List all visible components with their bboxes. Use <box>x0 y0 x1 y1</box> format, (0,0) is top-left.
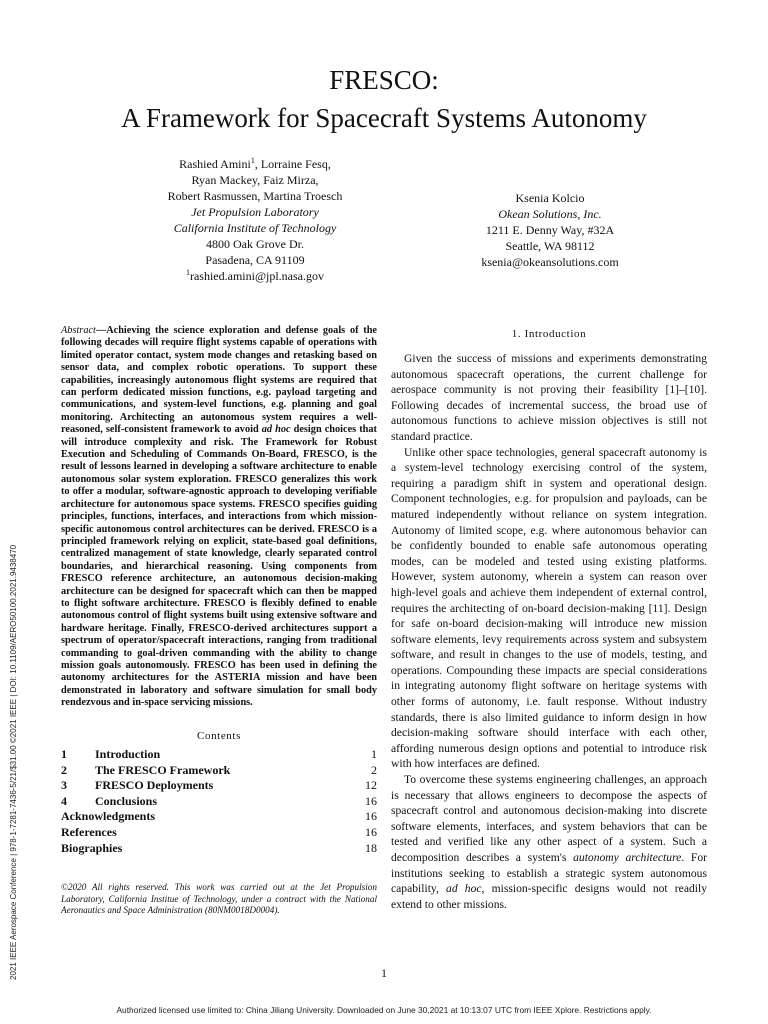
toc-page: 16 <box>365 793 377 808</box>
toc-number: 2 <box>61 762 67 777</box>
author-footnote-mark: 1 <box>250 156 255 165</box>
author-name: Rashied Amini <box>179 157 251 171</box>
toc-number: 3 <box>61 778 67 793</box>
paragraph <box>391 772 707 912</box>
abstract-lead: Abstract <box>61 325 96 336</box>
author-names-line2: Ryan Mackey, Faiz Mirza, <box>191 173 319 187</box>
toc-page: 18 <box>365 840 377 855</box>
paper-title-line2: A Framework for Spacecraft Systems Autonomy <box>121 103 647 133</box>
paragraph-text: , mission-specific designs would not readily extend to other missions. <box>391 882 707 911</box>
abstract <box>61 325 377 710</box>
toc-page: 1 <box>371 747 377 761</box>
emphasis-adhoc: ad hoc <box>446 882 482 896</box>
address-line1: 1211 E. Denny Way, #32A <box>485 223 615 237</box>
affiliation-line2: California Institute of Technology <box>173 221 337 235</box>
author-email: ksenia@okeansolutions.com <box>481 255 619 269</box>
author-email: rashied.amini@jpl.nasa.gov <box>189 269 325 283</box>
contents-heading: Contents <box>197 730 241 742</box>
author-names-rest: , Lorraine Fesq, <box>254 157 331 171</box>
toc-label: Conclusions <box>95 793 158 808</box>
toc-label: FRESCO Deployments <box>95 778 214 793</box>
affiliation-line1: Jet Propulsion Laboratory <box>191 205 319 219</box>
section-heading-introduction <box>391 328 707 340</box>
toc-page: 2 <box>371 762 377 777</box>
ieee-side-strip: 2021 IEEE Aerospace Conference | 978-1-7281-7436-5/21/$31.00 ©2021 IEEE | DOI: 10.1109/AERO50100.2021.9438470 <box>9 544 18 980</box>
author-block-jpl <box>130 156 380 284</box>
abstract-dash: — <box>95 325 107 336</box>
paragraph-text: . For institutions seeking to establish a strategic system autonomous capability, <box>391 851 707 896</box>
toc-label: Acknowledgments <box>61 809 156 824</box>
section-heading-text: 1. Introduction <box>511 328 587 340</box>
toc-page: 16 <box>365 809 377 824</box>
address-line2: Pasadena, CA 91109 <box>205 253 305 267</box>
toc-row <box>61 763 377 779</box>
license-notice: Authorized licensed use limited to: China Jiliang University. Downloaded on June 30,2021 at 10:13:07 UTC from IEEE Xplore. Restrictions apply. <box>116 1005 652 1015</box>
toc-label: References <box>61 824 117 839</box>
address-line1: 4800 Oak Grove Dr. <box>206 237 304 251</box>
toc-label: Biographies <box>61 840 123 855</box>
toc-row <box>61 825 377 841</box>
address-line2: Seattle, WA 98112 <box>505 239 595 253</box>
paper-title-line1: FRESCO: <box>329 65 439 95</box>
abstract-adhoc: ad hoc <box>261 424 291 436</box>
toc-row <box>61 778 377 794</box>
toc-number: 4 <box>61 793 67 808</box>
paragraph: Given the success of missions and experiments demonstrating autonomous spacecraft operations, the current challenge for aerospace community is not proving their feasibility [1]–[10]. Following decades of incremental success, the broad use of autonomous functions to achieve mission objectives is still not standard practice. <box>391 352 707 443</box>
table-of-contents <box>61 747 377 856</box>
affiliation-line: Okean Solutions, Inc. <box>498 207 602 221</box>
emphasis-autonomy-architecture: autonomy architecture <box>573 851 682 864</box>
toc-row <box>61 809 377 825</box>
email-footnote-mark: 1 <box>185 268 190 277</box>
toc-label: The FRESCO Framework <box>95 762 231 777</box>
abstract-text-a: Achieving the science exploration and defense goals of the following decades will require flight systems capable of operations with limited operator contact, system mode changes and retasking based on sensor data, and complex robotic operations. To support these capabilities, increasingly autonomous flight systems are required that can perform dedicated mission functions, e.g. payload targeting and communications, and system-level functions, e.g. planning and goal monitoring. Architecting an autonomous system requires a well-reasoned, self-consistent framework to avoid <box>61 325 377 436</box>
toc-page: 16 <box>365 824 377 839</box>
toc-page: 12 <box>365 778 377 793</box>
paragraph-text: To overcome these systems engineering challenges, an approach is necessary that allows engineers to decompose the aspects of spacecraft control and autonomous decision-making into discrete software elements, interfaces, and system behaviors that can be tested and verified like any other aspect of a system. Such a decomposition describes a system's <box>391 773 707 864</box>
toc-row <box>61 841 377 857</box>
page-number: 1 <box>381 966 387 980</box>
paragraph: Unlike other space technologies, general spacecraft autonomy is a system-level technology exercising control of the system, requiring a paradigm shift in system and operational design. Component technologies, e.g. for propulsion and payloads, can be matured independently without reliance on system integration. Autonomy of limited scope, e.g. where autonomous behavior can be confidently bounded to enable safe autonomous operating modes, can be modeled and tested using existing platforms. However, system autonomy, wherein a system can reason over high-level goals and achieve them independent of external control, requires the architecting of on-board decision-making [11]. Design for safe on-board decision-making will introduce new mission software elements, levy requirements across system and subsystem software, and result in changes to the use of models, testing, and operations. Compounding these impacts are special considerations in integrating autonomy flight software on heritage systems with other forms of autonomy, i.e. fault response. Without industry standards, there is also limited guidance to inform design in how decision-making software should interface with each other, affording numerous design options and potential to introduce risk with how interfaces are defined. <box>391 445 707 771</box>
toc-row <box>61 747 377 763</box>
copyright-footnote: ©2020 All rights reserved. This work was carried out at the Jet Propulsion Laboratory, California Institue of Technology, under a contract with the National Aeronautics and Space Administration (80NM0018D0004). <box>61 882 377 915</box>
introduction-body <box>391 351 707 912</box>
author-name: Ksenia Kolcio <box>515 191 585 205</box>
toc-row <box>61 794 377 810</box>
author-block-okean <box>425 190 675 270</box>
author-names-line3: Robert Rasmussen, Martina Troesch <box>167 189 343 203</box>
abstract-text-b: design choices that will introduce complexity and risk. The Framework for Robust Execution and Scheduling of Commands On-Board, FRESCO, is the result of lessons learned in developing a software architecture to enable autonomous solar system exploration. FRESCO generalizes this work to offer a modular, software-agnostic approach to developing verifiable architecture for autonomous space systems. FRESCO specifies guiding principles, functions, interfaces, and interactions from which mission-specific autonomous control architectures can be derived. FRESCO is a principled framework relying on explicit, state-based goal definitions, centralized management of state knowledge, clearly separated control boundaries, and hierarchical reasoning. Using components from FRESCO reference architecture, an autonomous decision-making architecture can be designed for spacecraft which can then be mapped to flight software architecture. FRESCO is flexibly defined to enable autonomous control of flight systems built using extensive software and hardware heritage. Finally, FRESCO-derived architectures support a spectrum of operator/spacecraft interactions, ranging from traditional commanding to goal-driven commanding with the ability to change mission goals autonomously. FRESCO has been used in defining the autonomy architectures for the ASTERIA mission and have been demonstrated in laboratory and software simulation for small body rendezvous and in-space servicing missions. <box>61 424 377 709</box>
toc-label: Introduction <box>95 747 161 761</box>
toc-number: 1 <box>61 747 67 761</box>
